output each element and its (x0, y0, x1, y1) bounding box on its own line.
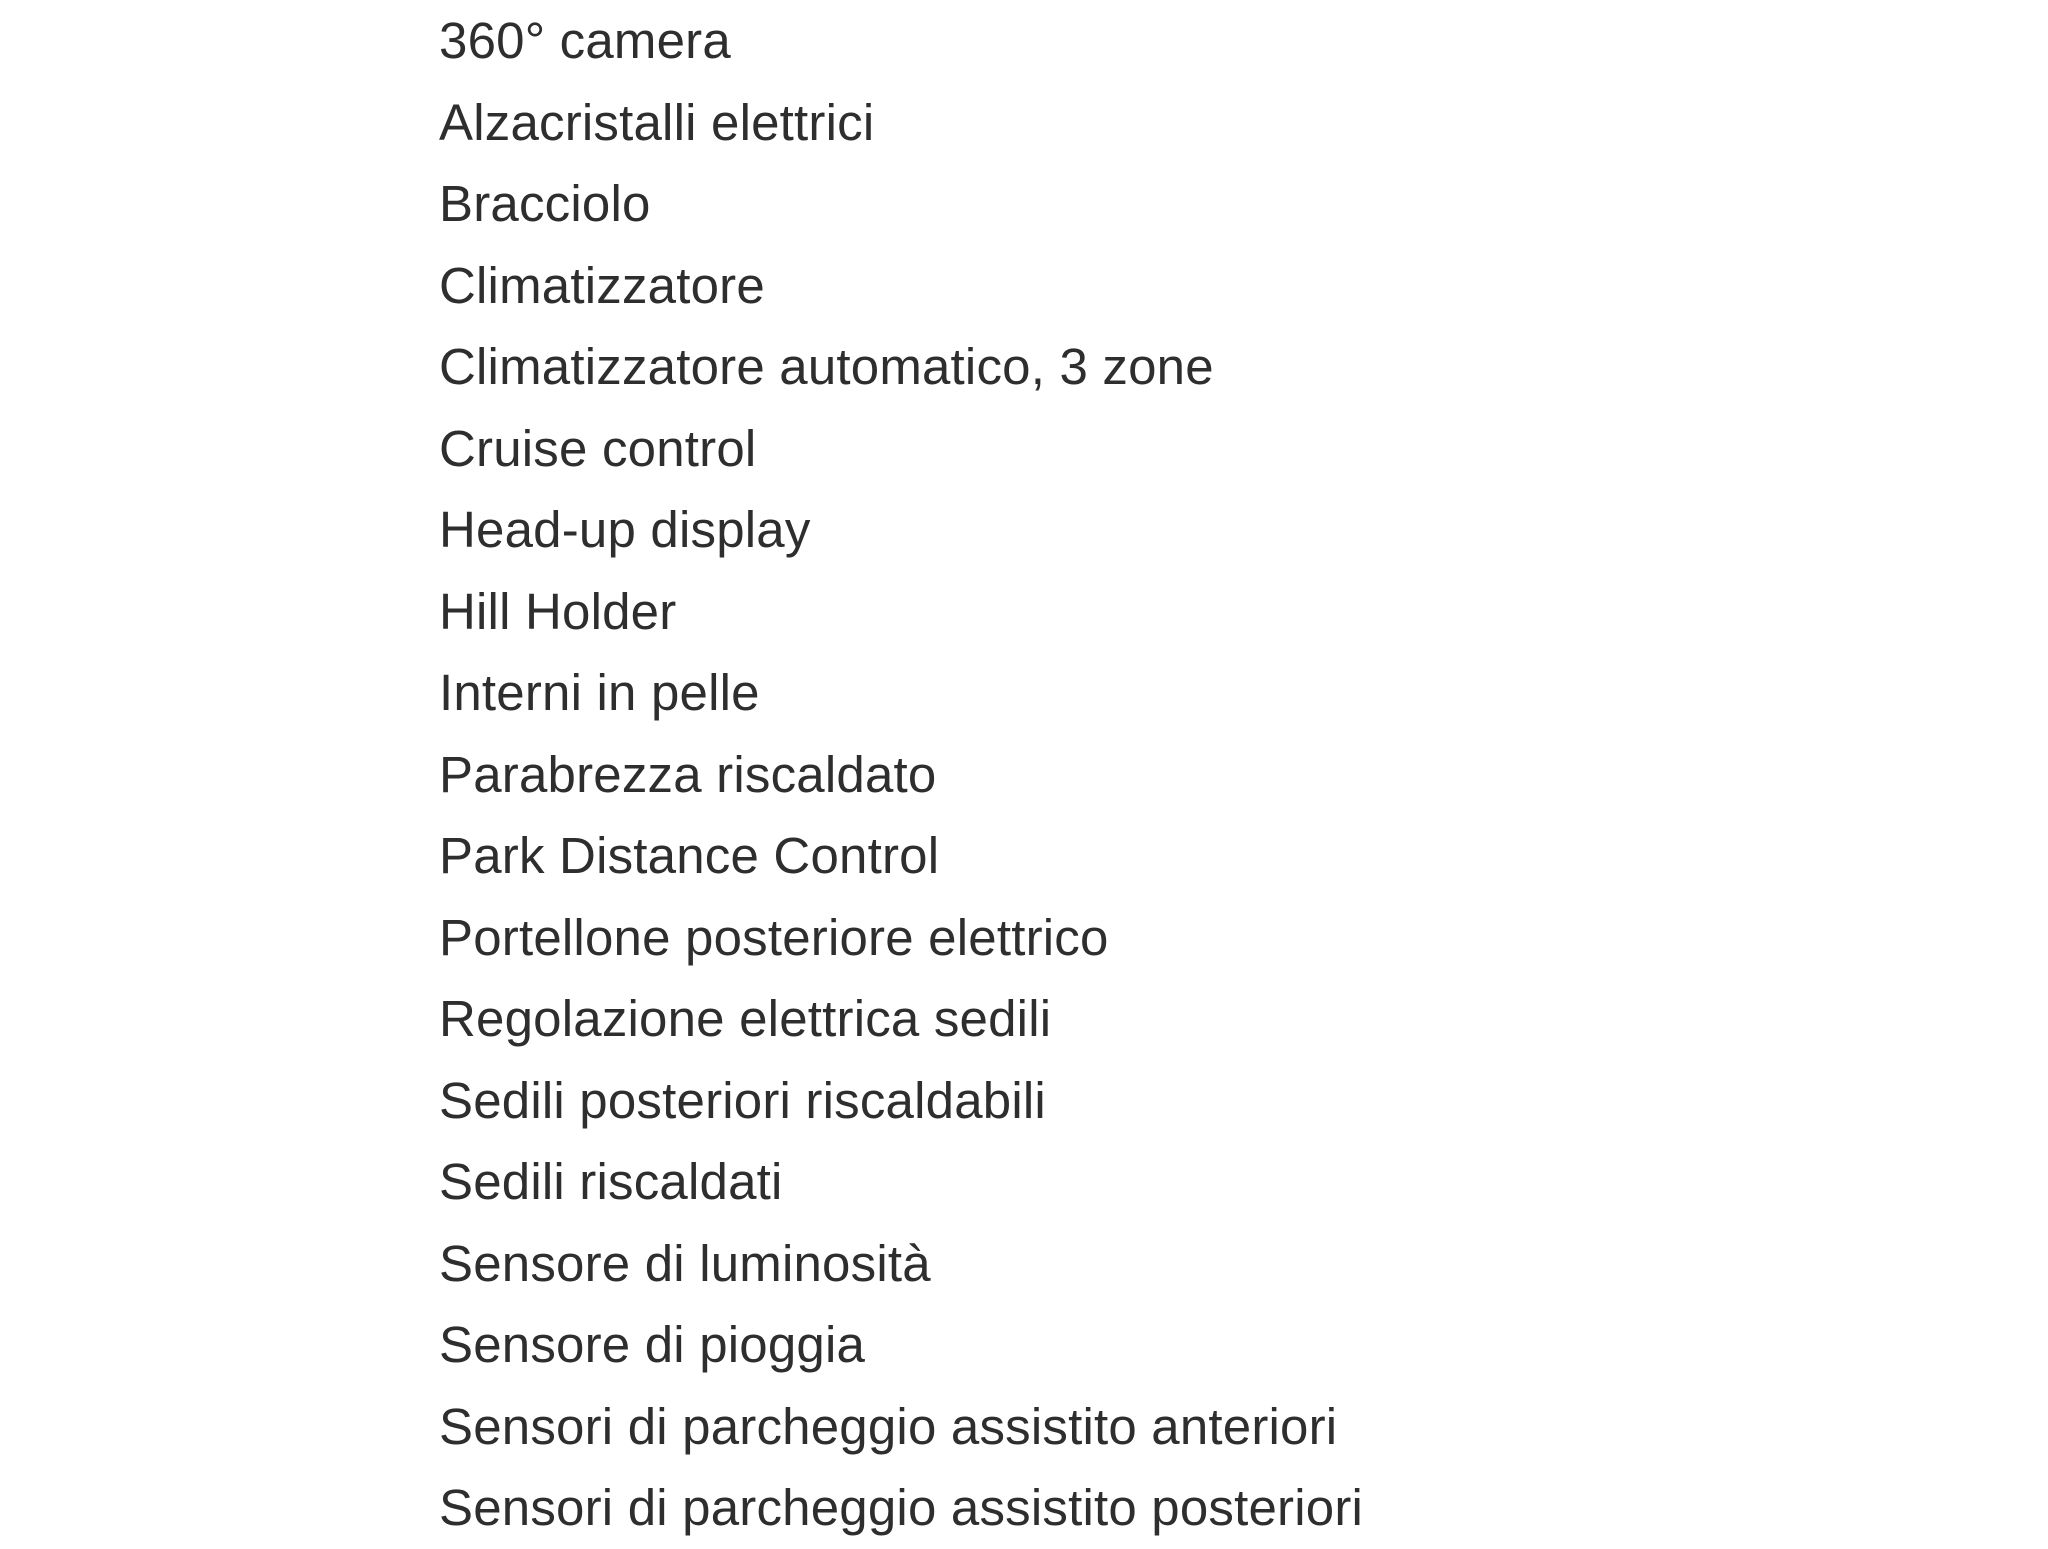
list-item: Climatizzatore automatico, 3 zone (439, 338, 1214, 395)
list-item: Sensore di pioggia (439, 1316, 866, 1373)
list-item: Sensori di parcheggio assistito posteriori (439, 1479, 1364, 1536)
list-item: Sedili posteriori riscaldabili (439, 1071, 1046, 1129)
list-item: Sensore di luminosità (439, 1234, 931, 1292)
list-item: Park Distance Control (439, 827, 940, 884)
features-list (439, 0, 1363, 1549)
list-item: Sensori di parcheggio assistito anteriori (439, 1397, 1338, 1455)
list-item: Parabrezza riscaldato (439, 745, 937, 803)
list-item: Alzacristalli elettrici (439, 93, 875, 151)
list-item: Sedili riscaldati (439, 1153, 783, 1210)
list-item: Climatizzatore (439, 256, 765, 314)
list-item: Regolazione elettrica sedili (439, 990, 1052, 1047)
list-item: Cruise control (439, 419, 757, 477)
list-item: Head-up display (439, 501, 811, 558)
list-item: Portellone posteriore elettrico (439, 908, 1109, 966)
list-item: Bracciolo (439, 175, 651, 232)
list-item: 360° camera (439, 12, 731, 69)
list-item: Hill Holder (439, 582, 677, 640)
list-item: Interni in pelle (439, 664, 760, 721)
